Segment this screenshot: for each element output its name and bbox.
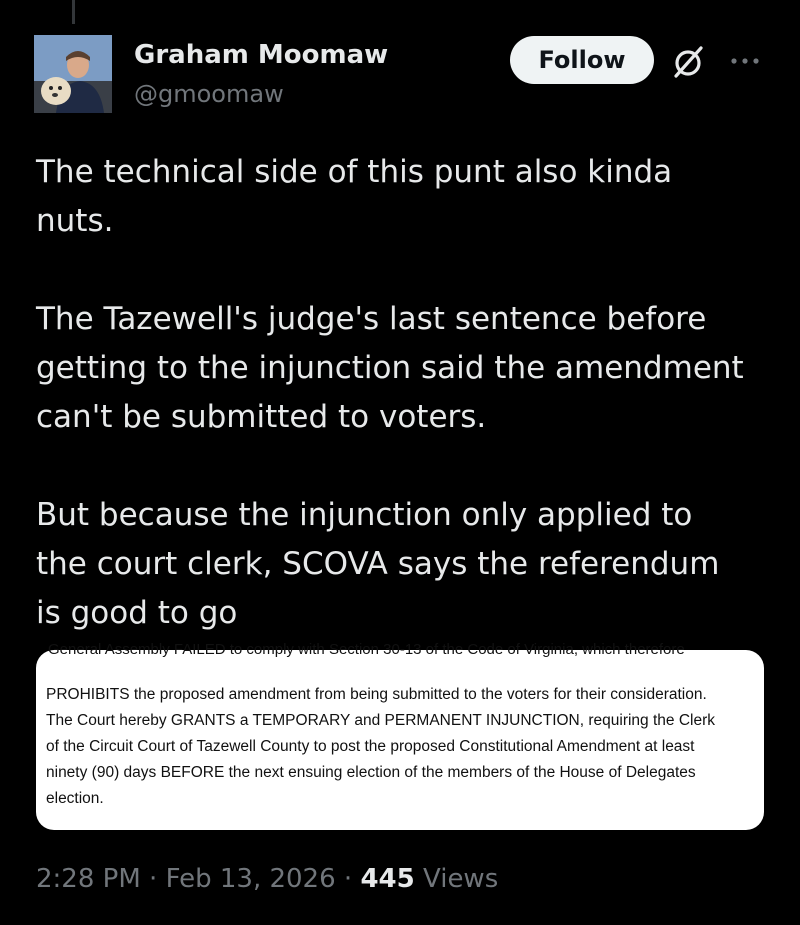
avatar[interactable] — [34, 35, 112, 113]
meta-separator: · — [149, 864, 158, 894]
image-document-text: PROHIBITS the proposed amendment from being submitted to the voters for their consideration. The Court hereby GRANTS a TEMPORARY and PERMANENT INJUNCTION, requiring the Clerk of the Circuit Court of Tazewell County to post the proposed Constitutional Amendment at least ninety (90) days BEFORE the next ensuing election of the members of the House of Delegates election. — [46, 686, 716, 807]
views-label: Views — [423, 864, 499, 894]
grok-icon[interactable] — [668, 42, 708, 82]
more-horizontal-icon[interactable] — [728, 46, 762, 76]
tweet-text: The technical side of this punt also kinda nuts. The Tazewell's judge's last sentence before getting to the injunction said the amendment can't be submitted to voters. But because the injunction only applied to the court clerk, SCOVA says the referendum is good to go — [36, 154, 744, 631]
tweet-metadata — [36, 864, 498, 894]
follow-button[interactable]: Follow — [510, 36, 654, 84]
views-count: 445 — [360, 864, 415, 894]
thread-connector-line — [72, 0, 75, 24]
meta-separator: · — [343, 864, 353, 894]
attached-image[interactable] — [36, 641, 764, 830]
author-name[interactable]: Graham Moomaw — [134, 40, 389, 70]
avatar-photo — [34, 35, 112, 113]
author-handle[interactable]: @gmoomaw — [134, 80, 284, 108]
tweet-date[interactable]: Feb 13, 2026 — [165, 864, 336, 894]
tweet-time[interactable]: 2:28 PM — [36, 864, 141, 894]
image-cut-off-line: General Assembly FAILED to comply with Section 30-13 of the Code of Virginia, which therefore — [48, 641, 685, 658]
